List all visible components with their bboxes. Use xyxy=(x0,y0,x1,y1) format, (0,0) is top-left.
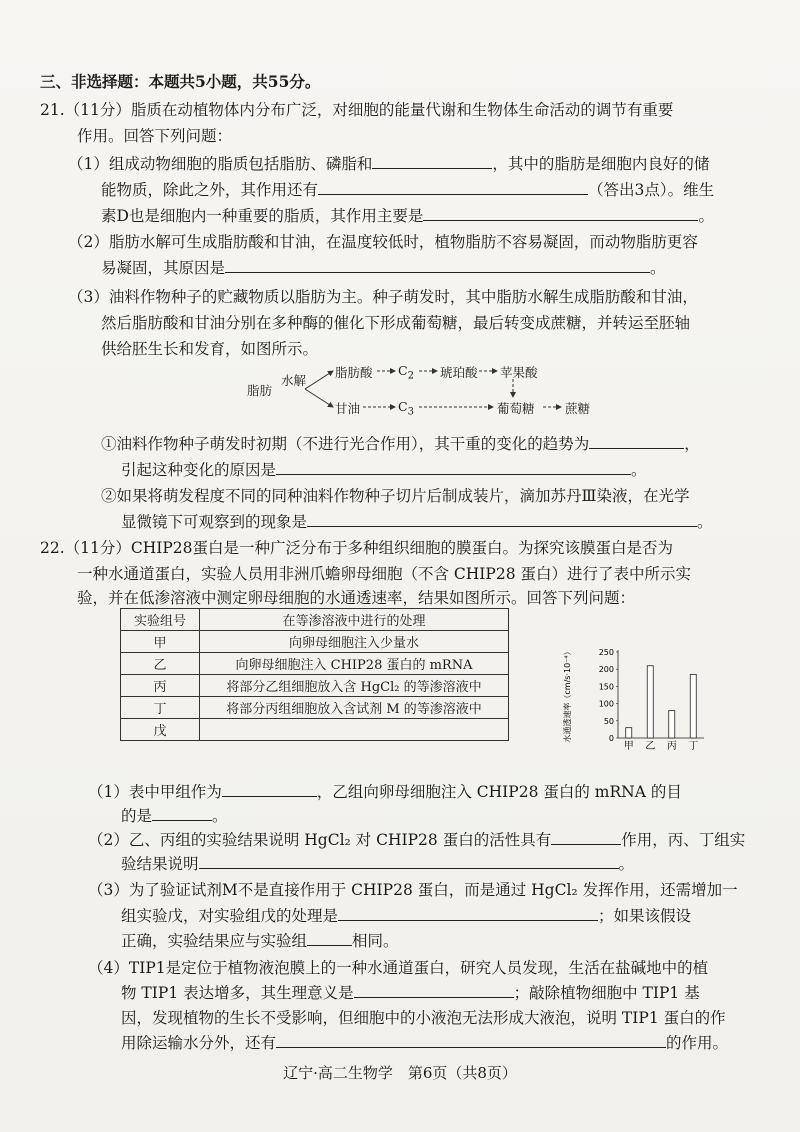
q22-p1-text-b: ，乙组向卵母细胞注入 CHIP28 蛋白的 mRNA 的目 xyxy=(316,783,682,801)
q21-sub2-line2 xyxy=(121,512,713,532)
diagram-c2 xyxy=(398,363,414,382)
q22-p2-text-c: 验结果说明 xyxy=(121,855,199,873)
q22-p3-text-a: 组实验戊，对实验组戊的处理是 xyxy=(121,907,339,925)
q22-p2-text-b: 作用，丙、丁组实 xyxy=(621,831,746,849)
bar-丁 xyxy=(690,674,696,738)
diagram-fatty-acid: 脂肪酸 xyxy=(335,365,373,380)
q21-s1-text-d: 。 xyxy=(631,461,647,479)
table-row xyxy=(121,719,509,741)
q21-p1-text-f: 。 xyxy=(698,207,714,225)
q21-part1-line3 xyxy=(101,206,714,226)
x-tick-label: 丙 xyxy=(666,741,677,752)
y-tick-label: 50 xyxy=(603,716,614,726)
y-tick-label: 200 xyxy=(598,665,614,675)
answer-blank[interactable] xyxy=(423,206,698,221)
q21-sub2-line1: ②如果将萌发程度不同的同种油料作物种子切片后制成装片，滴加苏丹Ⅲ染液，在光学 xyxy=(101,487,690,505)
y-tick-label: 100 xyxy=(598,699,614,709)
table-header-group: 实验组号 xyxy=(121,609,200,631)
bar-乙 xyxy=(647,666,653,738)
x-tick-label: 甲 xyxy=(623,741,634,752)
q22-p1-text-d: 。 xyxy=(212,807,228,825)
water-permeability-chart xyxy=(560,640,710,760)
diagram-succinic: 琥珀酸 xyxy=(440,365,478,380)
table-cell: 向卵母细胞注入 CHIP28 蛋白的 mRNA xyxy=(200,653,509,675)
table-cell xyxy=(200,719,509,741)
diagram-c3 xyxy=(398,399,414,418)
answer-blank[interactable] xyxy=(551,830,621,845)
q22-p3-text-c: 正确，实验结果应与实验组 xyxy=(121,932,308,950)
y-tick-label: 250 xyxy=(598,648,614,657)
q22-p4-text-a: 物 TIP1 表达增多，其生理意义是 xyxy=(121,984,354,1002)
q22-p4-text-b: ；敲除植物细胞中 TIP1 基 xyxy=(513,984,700,1002)
bar-丙 xyxy=(669,710,675,738)
q21-sub1-line2 xyxy=(121,460,647,480)
q22-stem-line3: 验，并在低渗溶液中测定卵母细胞的水通透速率，结果如图所示。回答下列问题： xyxy=(77,589,636,607)
answer-blank[interactable] xyxy=(307,931,352,946)
x-tick-label: 乙 xyxy=(645,741,656,752)
answer-blank[interactable] xyxy=(225,258,650,273)
answer-blank[interactable] xyxy=(152,806,212,821)
diagram-sucrose: 蔗糖 xyxy=(565,401,591,416)
x-tick-label: 丁 xyxy=(688,741,699,752)
fat-conversion-diagram xyxy=(235,357,625,427)
diagram-c2-sub: 2 xyxy=(407,370,414,382)
q22-p2-text-a: （2）乙、丙组的实验结果说明 HgCl₂ 对 CHIP28 蛋白的活性具有 xyxy=(88,831,552,849)
q21-s1-text-b: ， xyxy=(684,435,700,453)
q22-part4-line1: （4）TIP1是定位于植物液泡膜上的一种水通道蛋白，研究人员发现，生活在盐碱地中的植 xyxy=(88,959,709,977)
q21-p1-text-c: 能物质，除此之外，其作用还有 xyxy=(101,181,319,199)
q21-s2-text-b: 。 xyxy=(697,513,713,531)
table-cell: 丁 xyxy=(121,697,200,719)
table-cell: 丙 xyxy=(121,675,200,697)
table-row xyxy=(121,631,509,653)
table-cell: 乙 xyxy=(121,653,200,675)
q22-p3-text-d: 相同。 xyxy=(352,932,399,950)
q21-part3-line1: （3）油料作物种子的贮藏物质以脂肪为主。种子萌发时，其中脂肪水解生成脂肪酸和甘油， xyxy=(68,288,698,306)
q21-p1-text-e: 素D也是细胞内一种重要的脂质，其作用主要是 xyxy=(101,207,424,225)
diagram-c2-letter: C xyxy=(398,363,408,378)
q21-part2-line2 xyxy=(101,258,666,278)
diagram-glycerol: 甘油 xyxy=(335,401,361,416)
q22-part3-line1: （3）为了验证试剂M不是直接作用于 CHIP28 蛋白，而是通过 HgCl₂ 发挥作用，还需增加一 xyxy=(88,881,738,899)
q21-part3-line2: 然后脂肪酸和甘油分别在多种酶的催化下形成葡萄糖，最后转变成蔗糖，并转运至胚轴 xyxy=(101,314,691,332)
q21-p1-text-b: ，其中的脂肪是细胞内良好的储 xyxy=(492,155,710,173)
diagram-malic: 苹果酸 xyxy=(500,365,538,380)
q22-part3-line2 xyxy=(121,906,691,926)
q21-s1-text-a: ①油料作物种子萌发时初期（不进行光合作用），其干重的变化的趋势为 xyxy=(101,435,590,453)
q22-part1-line1 xyxy=(88,782,682,802)
q22-p1-text-c: 的是 xyxy=(121,807,153,825)
q21-part1-line1 xyxy=(68,154,709,174)
diagram-fat: 脂肪 xyxy=(247,383,273,398)
q22-part3-line3 xyxy=(121,931,399,951)
diagram-glucose: 葡萄糖 xyxy=(497,401,535,416)
y-tick-label: 150 xyxy=(598,682,614,692)
answer-blank[interactable] xyxy=(338,906,598,921)
answer-blank[interactable] xyxy=(222,782,317,797)
y-axis-label: 水通透速率（cm/s·10⁻⁴） xyxy=(563,647,572,743)
table-row xyxy=(121,653,509,675)
q22-p3-text-b: ；如果该假设 xyxy=(598,907,692,925)
table-cell: 甲 xyxy=(121,631,200,653)
answer-blank[interactable] xyxy=(354,983,514,998)
q21-p1-text-d: （答出3点）。维生 xyxy=(588,181,715,199)
table-row xyxy=(121,697,509,719)
q21-stem-line1: 21.（11分）脂质在动植物体内分布广泛，对细胞的能量代谢和生物体生命活动的调节有重要 xyxy=(40,101,674,119)
table-cell: 将部分丙组细胞放入含试剂 M 的等渗溶液中 xyxy=(200,697,509,719)
answer-blank[interactable] xyxy=(276,460,631,475)
section-title: 三、非选择题：本题共5小题，共55分。 xyxy=(40,72,321,91)
q22-part4-line3: 因，发现植物的生长不受影响，但细胞中的小液泡无法形成大液泡，说明 TIP1 蛋白的作 xyxy=(121,1009,726,1027)
diagram-c3-sub: 3 xyxy=(407,406,414,418)
q22-part4-line2 xyxy=(121,983,700,1003)
q22-part1-line2 xyxy=(121,806,228,826)
q21-p1-text-a: （1）组成动物细胞的脂质包括脂肪、磷脂和 xyxy=(68,155,373,173)
table-cell: 向卵母细胞注入少量水 xyxy=(200,631,509,653)
q22-p4-text-d: 的作用。 xyxy=(666,1034,729,1052)
answer-blank[interactable] xyxy=(307,512,697,527)
table-header-treatment: 在等渗溶液中进行的处理 xyxy=(200,609,509,631)
answer-blank[interactable] xyxy=(589,434,684,449)
page-footer: 辽宁·高二生物学 第6页（共8页） xyxy=(283,1064,517,1082)
q22-stem-line1: 22.（11分）CHIP28蛋白是一种广泛分布于多种组织细胞的膜蛋白。为探究该膜蛋白是否为 xyxy=(40,539,674,557)
q22-part2-line1 xyxy=(88,830,745,850)
answer-blank[interactable] xyxy=(318,180,588,195)
table-cell: 将部分乙组细胞放入含 HgCl₂ 的等渗溶液中 xyxy=(200,675,509,697)
diagram-hydrolysis: 水解 xyxy=(281,373,307,388)
answer-blank[interactable] xyxy=(276,1033,666,1048)
q21-p2-text-a: 易凝固，其原因是 xyxy=(101,259,226,277)
bar-甲 xyxy=(626,728,632,738)
q21-sub1-line1 xyxy=(101,434,700,454)
answer-blank[interactable] xyxy=(372,154,492,169)
q22-p2-text-d: 。 xyxy=(618,855,635,873)
q21-part1-line2 xyxy=(101,180,714,200)
q21-stem-line2: 作用。回答下列问题： xyxy=(77,127,233,145)
table-cell: 戊 xyxy=(121,719,200,741)
y-tick-label: 0 xyxy=(608,734,614,743)
experiment-table xyxy=(120,608,509,741)
q22-p1-text-a: （1）表中甲组作为 xyxy=(88,783,222,801)
table-row xyxy=(121,675,509,697)
q21-part3-line3: 供给胚生长和发育，如图所示。 xyxy=(101,340,319,358)
q21-s1-text-c: 引起这种变化的原因是 xyxy=(121,461,277,479)
diagram-c3-letter: C xyxy=(398,399,408,414)
q22-part4-line4 xyxy=(121,1033,728,1053)
q21-s2-text-a: 显微镜下可观察到的现象是 xyxy=(121,513,308,531)
q22-part2-line2 xyxy=(121,854,634,874)
q21-part2-line1: （2）脂肪水解可生成脂肪酸和甘油，在温度较低时，植物脂肪不容易凝固，而动物脂肪更容 xyxy=(68,233,698,251)
q21-p2-text-b: 。 xyxy=(650,259,666,277)
q22-stem-line2: 一种水通道蛋白，实验人员用非洲爪蟾卵母细胞（不含 CHIP28 蛋白）进行了表中所示实 xyxy=(77,565,692,583)
answer-blank[interactable] xyxy=(199,854,619,869)
q22-p4-text-c: 用除运输水分外，还有 xyxy=(121,1034,277,1052)
